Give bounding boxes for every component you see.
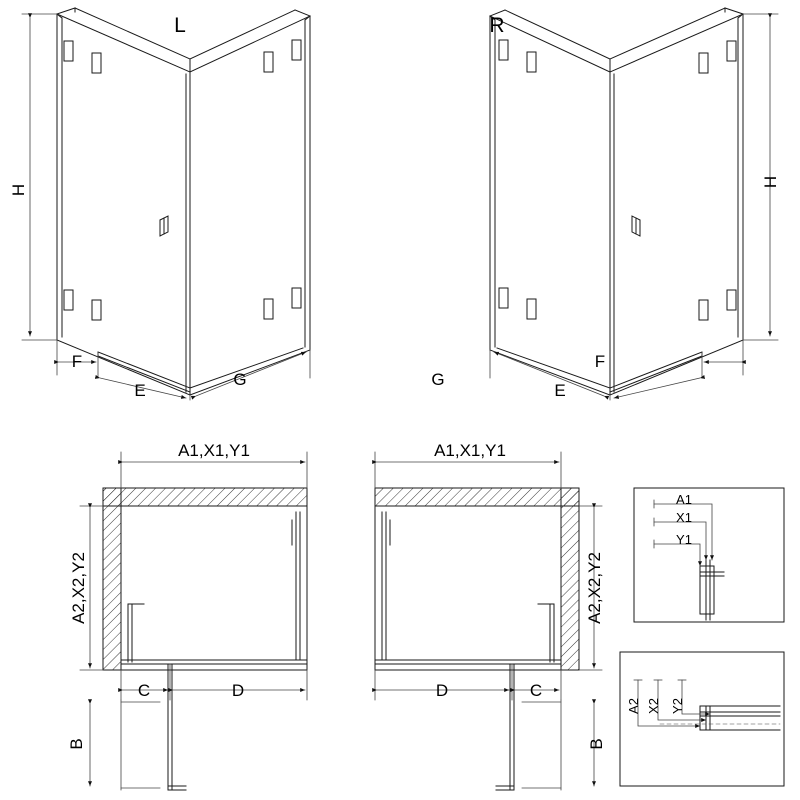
iso-left-dim-e: E <box>134 381 146 400</box>
detail-top-dim-x1: X1 <box>676 510 692 525</box>
iso-left-height-label: H <box>9 183 28 197</box>
plan-left-dim-b: B <box>67 738 86 750</box>
plan-view-left <box>80 452 307 790</box>
detail-view-bottom <box>620 652 784 786</box>
detail-bottom-dim-a2: A2 <box>626 698 641 714</box>
iso-right-height-label: H <box>761 175 780 189</box>
plan-right-top-dim: A1,X1,Y1 <box>434 441 506 460</box>
plan-left-top-dim: A1,X1,Y1 <box>178 441 250 460</box>
plan-right-dim-c: C <box>529 681 543 700</box>
iso-right-dim-g: G <box>431 370 445 389</box>
plan-right-side-dim: A2,X2,Y2 <box>585 552 604 624</box>
iso-right-dim-f: F <box>594 352 606 371</box>
plan-left-side-dim: A2,X2,Y2 <box>69 552 88 624</box>
plan-right-dim-d: D <box>435 681 449 700</box>
detail-bottom-dim-x2: X2 <box>646 698 661 714</box>
detail-top-dim-a1: A1 <box>676 492 692 507</box>
iso-view-right <box>490 8 778 400</box>
iso-right-dim-e: E <box>554 381 566 400</box>
iso-left-dim-f: F <box>71 352 83 371</box>
detail-view-top <box>634 488 784 622</box>
iso-right-hand-label: R <box>489 14 505 37</box>
iso-left-hand-label: L <box>174 14 186 37</box>
iso-view-left <box>22 8 310 400</box>
plan-left-dim-d: D <box>231 681 245 700</box>
plan-right-dim-b: B <box>587 738 606 750</box>
iso-left-dim-g: G <box>233 370 247 389</box>
detail-top-dim-y1: Y1 <box>676 532 692 547</box>
detail-bottom-dim-y2: Y2 <box>670 698 685 714</box>
plan-left-dim-c: C <box>137 681 151 700</box>
plan-view-right <box>375 452 602 790</box>
